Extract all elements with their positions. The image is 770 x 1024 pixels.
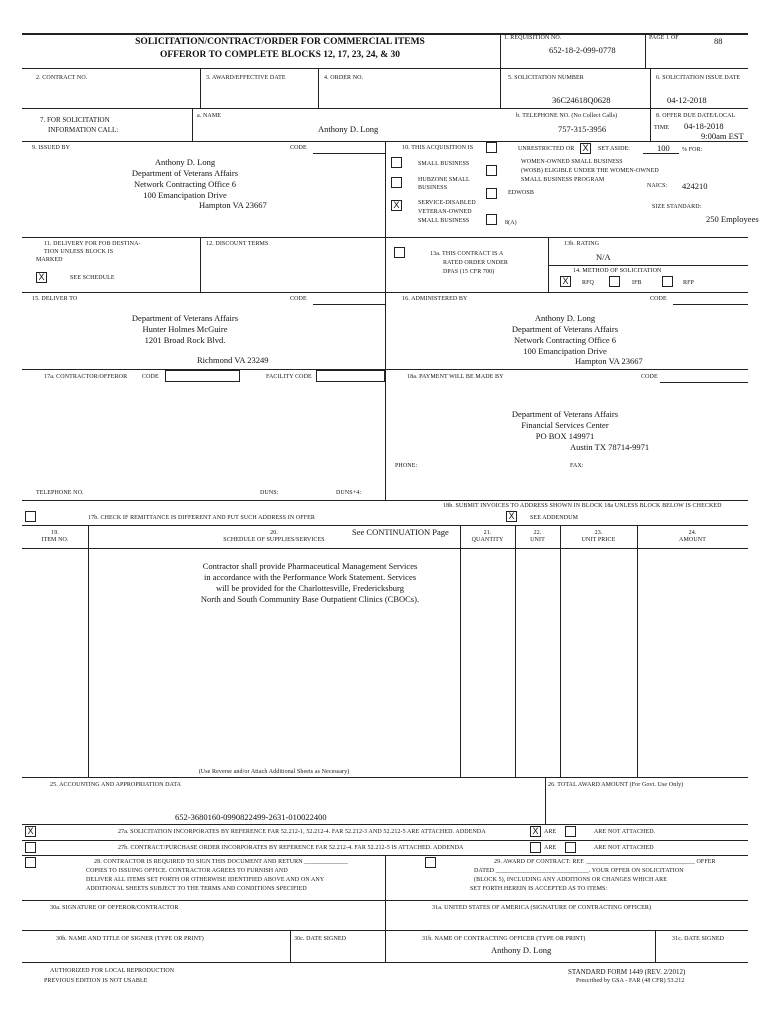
hubzone-label-2: BUSINESS [418,185,448,191]
rule [655,930,656,962]
solicitation-no[interactable]: 36C24618Q0628 [552,95,611,105]
deliver-to-city: Richmond VA 23249 [197,355,269,365]
rule [22,840,748,841]
footer-authorized: AUTHORIZED FOR LOCAL REPRODUCTION [50,968,175,974]
reverse-note: (Use Reverse and/or Attach Additional Sheets as Necessary) [198,769,350,775]
administered-by-line: Anthony D. Long [534,313,596,323]
acquisition-label: 10. THIS ACQUISITION IS [402,145,474,151]
rule [645,33,646,68]
administered-by-city: Hampton VA 23667 [575,356,643,366]
col19-num: 19. [51,530,59,536]
issued-by-line: Anthony D. Long [154,157,216,167]
rule [88,525,89,777]
phone-label: PHONE: [395,463,418,469]
wosb-label-2: (WOSB) ELIGIBLE UNDER THE WOMEN-OWNED [521,168,659,174]
27b-are-not-checkbox[interactable] [565,842,576,853]
rfp-label: RFP [683,280,694,286]
block29-line2: DATED ______________________________. YOUR OFFER ON SOLICITATION [474,868,684,874]
discount-terms-label: 12. DISCOUNT TERMS [206,241,269,247]
small-business-checkbox[interactable] [391,157,402,168]
invoice-label: 18b. SUBMIT INVOICES TO ADDRESS SHOWN IN BLOCK 18a UNLESS BLOCK BELOW IS CHECKED [443,503,722,509]
contractor-label: 17a. CONTRACTOR/OFFEROR [44,374,128,380]
rule [200,68,201,108]
rfq-checkbox[interactable]: X [560,276,571,287]
unrestricted-checkbox[interactable]: X [580,143,591,154]
continuation-note: See CONTINUATION Page [352,527,449,537]
requisition-no[interactable]: 652-18-2-099-0778 [549,45,616,55]
page-label: PAGE 1 OF [649,35,679,41]
hubzone-label: HUBZONE SMALL [418,177,470,183]
rating-label: 13b. RATING [564,241,600,247]
name-label: a. NAME [197,113,222,119]
issue-date-label: 6. SOLICITATION ISSUE DATE [656,75,741,81]
form-prescribed: Prescribed by GSA - FAR (48 CFR) 53.212 [576,978,685,984]
sig-31a-label: 31a. UNITED STATES OF AMERICA (SIGNATURE OF CONTRACTING OFFICER) [432,905,652,911]
rating-value[interactable]: N/A [596,252,611,262]
schedule-description: North and South Community Base Outpatient Clinics (CBOCs). [200,594,420,604]
administered-by-label: 16. ADMINISTERED BY [402,296,468,302]
rule [385,855,386,962]
sig-30b-label: 30b. NAME AND TITLE OF SIGNER (TYPE OR PRINT) [56,936,204,942]
payment-city: Austin TX 78714-9971 [570,442,650,452]
offer-due-label: 8. OFFER DUE DATE/LOCAL [656,113,736,119]
block28-line1: 28. CONTRACTOR IS REQUIRED TO SIGN THIS DOCUMENT AND RETURN ______________ [94,859,348,865]
accounting-label: 25. ACCOUNTING AND APPROPRIATION DATA [50,782,182,788]
col21-num: 21. [483,530,492,536]
col-schedule: SCHEDULE OF SUPPLIES/SERVICES [223,537,325,543]
rule [385,141,386,500]
sig-31c-label: 31c. DATE SIGNED [672,936,725,942]
sdvosb-checkbox[interactable]: X [391,200,402,211]
sig-30a-label: 30a. SIGNATURE OF OFFEROR/CONTRACTOR [50,905,179,911]
administered-by-line: Department of Veterans Affairs [511,324,619,334]
remittance-label: 17b. CHECK IF REMITTANCE IS DIFFERENT AND PUT SUCH ADDRESS IN OFFER [88,515,316,521]
deliver-to-label: 15. DELIVER TO [32,296,78,302]
col-unit-price: UNIT PRICE [581,537,616,543]
rated-order-label-2: RATED ORDER UNDER [443,260,509,266]
block28-line2: COPIES TO ISSUING OFFICE. CONTRACTOR AGREES TO FURNISH AND [86,868,288,874]
rule [22,962,748,963]
27a-are-label: ARE [544,829,557,835]
contract-no-label: 2. CONTRACT NO. [36,75,88,81]
ifb-checkbox[interactable] [609,276,620,287]
setaside-label: SET ASIDE: [598,146,631,152]
rule [545,777,546,824]
facility-code-field[interactable] [316,370,385,382]
27a-checkbox[interactable]: X [25,826,36,837]
27a-are-checkbox[interactable]: X [530,826,541,837]
27a-text: 27a. SOLICITATION INCORPORATES BY REFERENCE FAR 52.212-1, 52.212-4. FAR 52.212-3 AND 52.212-5 ARE ATTACHED. ADDENDA [118,829,486,835]
rule [22,108,748,109]
unrestricted-checkbox-a[interactable] [486,142,497,153]
top-border [22,33,748,35]
27b-are-checkbox[interactable] [530,842,541,853]
rule [500,33,501,108]
27b-are-not-label: ARE NOT ATTACHED [594,845,654,851]
info-call-label: 7. FOR SOLICITATION [40,116,110,124]
facility-code-label: FACILITY CODE [266,374,312,380]
payment-line: Department of Veterans Affairs [511,409,619,419]
col20-num: 20. [270,530,278,536]
deliver-to-line: 1201 Broad Rock Blvd. [144,335,226,345]
rule [22,824,748,825]
naics-code[interactable]: 424210 [682,181,708,191]
ifb-label: IFB [632,280,642,286]
issued-by-line: Department of Veterans Affairs [131,168,239,178]
rule [548,265,748,266]
rule [22,548,748,549]
payment-code-label: CODE [641,374,658,380]
issued-by-code-field[interactable] [313,153,385,154]
telephone-label: b. TELEPHONE NO. (No Collect Calls) [516,113,618,119]
rule [290,930,291,962]
footer-previous-edition: PREVIOUS EDITION IS NOT USABLE [44,978,148,984]
fob-label-3: MARKED [36,257,63,263]
issued-by-line: 100 Emancipation Drive [143,190,227,200]
rule [560,525,561,777]
rule [318,68,319,108]
telephone-no-label: TELEPHONE NO. [36,490,84,496]
addendum-label: SEE ADDENDUM [530,515,579,521]
block29-line3: (BLOCK 5), INCLUDING ANY ADDITIONS OR CHANGES WHICH ARE [474,877,667,883]
schedule-description: will be provided for the Charlottesville, Fredericksburg [216,583,404,593]
telephone-no[interactable]: 757-315-3956 [558,124,607,134]
issued-by-label: 9. ISSUED BY [32,145,71,151]
award-date-label: 3. AWARD/EFFECTIVE DATE [206,75,286,81]
contact-name[interactable]: Anthony D. Long [318,124,379,134]
deliver-to-code-label: CODE [290,296,307,302]
small-business-label: SMALL BUSINESS [418,161,470,167]
27b-checkbox[interactable] [25,842,36,853]
28-checkbox[interactable] [25,857,36,868]
setaside-percent[interactable]: 100 [657,143,670,153]
col-item-no: ITEM NO. [41,537,69,543]
deliver-to-line: Department of Veterans Affairs [131,313,239,323]
rule [637,525,638,777]
order-no-label: 4. ORDER NO. [324,75,364,81]
issued-by-line: Network Contracting Office 6 [133,179,237,189]
contractor-code-label: CODE [142,374,159,380]
rated-order-label-3: DPAS (15 CFR 700) [443,269,495,275]
deliver-to-line: Hunter Holmes McGuire [142,324,228,334]
accounting-data[interactable]: 652-3680160-0990822499-2631-010022400 [175,812,327,822]
payment-line: PO BOX 149971 [535,431,595,441]
rule [22,525,748,526]
edwosb-label: EDWOSB [508,190,534,196]
block28-line4: ADDITIONAL SHEETS SUBJECT TO THE TERMS AND CONDITIONS SPECIFIED [86,886,307,892]
see-schedule-checkbox[interactable]: X [36,272,47,283]
col23-num: 23. [594,530,603,536]
offer-due-date[interactable]: 04-18-2018 [684,121,724,131]
rule [200,237,201,292]
duns-label: DUNS: [260,490,279,496]
payment-code-field[interactable] [660,382,748,383]
administered-by-code-label: CODE [650,296,667,302]
27a-are-not-checkbox[interactable] [565,826,576,837]
form-title: SOLICITATION/CONTRACT/ORDER FOR COMMERCIAL ITEMS [135,37,425,47]
rule [192,108,193,141]
rule [22,500,748,501]
form-number: STANDARD FORM 1449 (REV. 2/2012) [568,968,686,976]
administered-by-line: Network Contracting Office 6 [513,335,617,345]
block29-line1: 29. AWARD OF CONTRACT: REF. ___________________________________ OFFER [494,859,716,865]
eight-a-label: 8(A) [505,220,517,226]
rule [650,68,651,141]
schedule-description: in accordance with the Performance Work Statement. Services [203,572,417,582]
col-amount: AMOUNT [679,537,706,543]
duns4-label: DUNS+4: [336,490,362,496]
rated-order-label: 13a. THIS CONTRACT IS A [430,251,504,257]
rfp-checkbox[interactable] [662,276,673,287]
total-award-label: 26. TOTAL AWARD AMOUNT (For Govt. Use Only) [548,782,684,788]
contracting-officer-name[interactable]: Anthony D. Long [491,945,552,955]
sig-30c-label: 30c. DATE SIGNED [294,936,347,942]
issued-by-code-label: CODE [290,145,307,151]
remittance-checkbox[interactable] [25,511,36,522]
issued-by-city: Hampton VA 23667 [199,200,267,210]
sig-31b-label: 31b. NAME OF CONTRACTING OFFICER (TYPE OR PRINT) [422,936,586,942]
29-checkbox[interactable] [425,857,436,868]
wosb-label-3: SMALL BUSINESS PROGRAM [521,177,605,183]
col22-num: 22. [533,530,542,536]
pct-for-label: % FOR: [682,147,703,153]
sdvosb-label-3: SMALL BUSINESS [418,218,470,224]
col24-num: 24. [688,530,697,536]
size-standard-label: SIZE STANDARD: [652,204,702,210]
form-subtitle: OFFEROR TO COMPLETE BLOCKS 12, 17, 23, 24, & 30 [159,50,401,60]
issue-date[interactable]: 04-12-2018 [667,95,707,105]
method-label: 14. METHOD OF SOLICITATION [573,268,662,274]
administered-by-code-field[interactable] [673,304,748,305]
fob-label: 11. DELIVERY FOR FOB DESTINA- [44,241,141,247]
time-label: TIME [654,125,670,131]
payment-line: Financial Services Center [521,420,609,430]
info-call-label-2: INFORMATION CALL: [48,126,119,134]
fob-label-2: TION UNLESS BLOCK IS [44,249,114,255]
fax-label: FAX: [570,463,584,469]
addendum-checkbox[interactable]: X [506,511,517,522]
col-unit: UNIT [530,537,545,543]
edwosb-checkbox[interactable] [486,188,497,199]
eight-a-checkbox[interactable] [486,214,497,225]
rated-order-checkbox[interactable] [394,247,405,258]
see-schedule-label: SEE SCHEDULE [70,275,115,281]
payment-label: 18a. PAYMENT WILL BE MADE BY [407,374,504,380]
hubzone-checkbox[interactable] [391,177,402,188]
27a-are-not-label: ARE NOT ATTACHED. [594,829,656,835]
col-quantity: QUANTITY [471,537,504,543]
27b-text: 27b. CONTRACT/PURCHASE ORDER INCORPORATES BY REFERENCE FAR 52.212-4. FAR 52.212-5 IS ATTACHED. ADDENDA [118,845,464,851]
size-standard[interactable]: 250 Employees [706,214,759,224]
deliver-to-code-field[interactable] [313,304,385,305]
sdvosb-label-2: VETERAN-OWNED [418,209,472,215]
rule [22,68,748,69]
requisition-no-label: 1. REQUISITION NO. [504,35,562,41]
offer-due-time[interactable]: 9:00am EST [701,131,744,141]
wosb-label: WOMEN-OWNED SMALL BUSINESS [521,159,623,165]
page-total: 88 [714,36,723,46]
contractor-code-field[interactable] [165,370,240,382]
wosb-checkbox[interactable] [486,165,497,176]
schedule-description: Contractor shall provide Pharmaceutical Management Services [202,561,418,571]
27b-are-label: ARE [544,845,557,851]
solicitation-no-label: 5. SOLICITATION NUMBER [508,75,584,81]
rfq-label: RFQ [582,280,594,286]
sdvosb-label: SERVICE-DISABLED [418,200,476,206]
rule [22,777,748,778]
rule [515,525,516,777]
naics-label: NAICS: [647,183,668,189]
block28-line3: DELIVER ALL ITEMS SET FORTH OR OTHERWISE IDENTIFIED ABOVE AND ON ANY [86,877,325,883]
unrestricted-label: UNRESTRICTED OR [518,146,575,152]
setaside-underline [643,153,679,154]
administered-by-line: 100 Emancipation Drive [523,346,607,356]
block29-line4: SET FORTH HEREIN IS ACCEPTED AS TO ITEMS: [470,886,608,892]
